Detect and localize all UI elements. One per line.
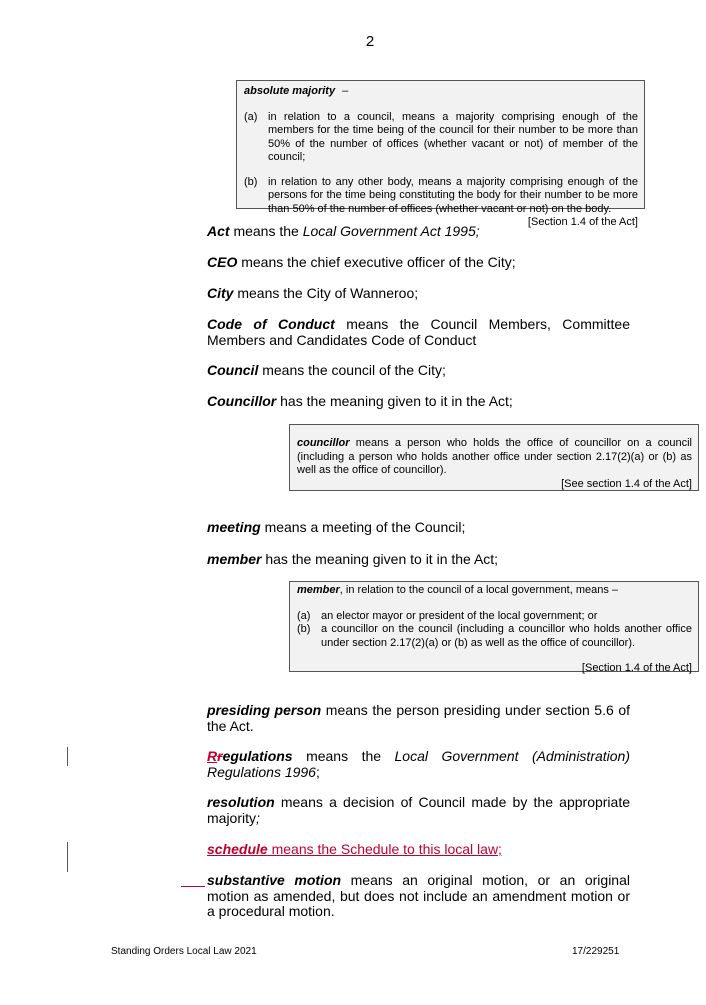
definition-text: means an original motion, or an original motion as amended, but does not include an amendment motion or a procedural motion. bbox=[207, 872, 630, 919]
definition-text: means the chief executive officer of the City; bbox=[237, 254, 516, 270]
definition-substantive-motion bbox=[207, 873, 630, 920]
change-marker bbox=[181, 886, 205, 887]
definition-text: means the Schedule to this local law; bbox=[267, 841, 502, 857]
definition-text: means a meeting of the Council; bbox=[260, 519, 466, 535]
item-label: (b) bbox=[244, 175, 258, 188]
definition-member bbox=[207, 552, 630, 568]
term-council: Council bbox=[207, 362, 259, 378]
member-box-item-a bbox=[297, 610, 692, 624]
term-ceo: CEO bbox=[207, 254, 238, 270]
absolute-majority-reference: [Section 1.4 of the Act] bbox=[527, 216, 638, 228]
definition-regulations bbox=[207, 749, 630, 780]
definition-text: means the Council Members, Committee Members and Candidates Code of Conduct bbox=[207, 316, 630, 348]
member-box-term: member bbox=[297, 584, 340, 596]
footer-doc-number: 17/229251 bbox=[572, 946, 620, 957]
term-act: Act bbox=[207, 223, 230, 239]
absolute-majority-term: absolute majority bbox=[244, 85, 336, 97]
deleted-letter: r bbox=[217, 748, 223, 764]
term-member: member bbox=[207, 551, 262, 567]
member-box-item-b bbox=[297, 623, 692, 650]
definition-council bbox=[207, 363, 630, 379]
definition-code-of-conduct bbox=[207, 317, 630, 348]
councillor-box bbox=[289, 424, 699, 491]
definition-resolution bbox=[207, 795, 630, 826]
item-label: (a) bbox=[244, 110, 258, 123]
absolute-majority-box bbox=[236, 80, 645, 228]
definition-text: has the meaning given to it in the Act; bbox=[276, 393, 513, 409]
definition-text: means the bbox=[292, 748, 395, 764]
absolute-majority-item-b bbox=[244, 176, 638, 217]
definition-presiding-person bbox=[207, 703, 630, 734]
member-box-reference: [Section 1.4 of the Act] bbox=[581, 662, 692, 674]
definition-meeting bbox=[207, 520, 630, 536]
change-bar bbox=[67, 842, 68, 872]
definition-councillor bbox=[207, 394, 630, 410]
definition-schedule bbox=[207, 842, 630, 858]
item-text: in relation to a council, means a majority comprising enough of the members for the time being of the council for their number to be more than 50% of the number of offices (whether vacant or not) of member of the council; bbox=[268, 110, 638, 163]
term-councillor: Councillor bbox=[207, 393, 277, 409]
term-code-of-conduct: Code of Conduct bbox=[207, 316, 335, 332]
councillor-box-term: councillor bbox=[297, 437, 350, 449]
definition-text: means the person presiding under section 5.6 of the Act. bbox=[207, 702, 630, 734]
item-text: in relation to any other body, means a majority comprising enough of the persons for the time being constituting the body for their number to be more than 50% of the number of offices (whether vacant or not) on the body. bbox=[268, 175, 638, 215]
footer-title: Standing Orders Local Law 2021 bbox=[111, 946, 257, 957]
definition-end: ; bbox=[315, 763, 320, 780]
item-text: an elector mayor or president of the local government; or bbox=[321, 609, 598, 622]
term-schedule: schedule bbox=[207, 841, 268, 857]
absolute-majority-dash: – bbox=[342, 85, 349, 97]
regulations-title: Local Government (Administration) Regulations 1996 bbox=[207, 748, 631, 780]
definition-text: means the council of the City; bbox=[258, 362, 446, 378]
definition-act bbox=[207, 224, 630, 240]
item-text: a councillor on the council (including a councillor who holds another office under section 2.17(2)(a) or (b) as well as the office of councillor). bbox=[321, 623, 692, 649]
definition-text: has the meaning given to it in the Act; bbox=[261, 551, 499, 567]
term-presiding-person: presiding person bbox=[207, 702, 322, 718]
councillor-box-body: means a person who holds the office of councillor on a council (including a person who holds another office under section 2.17(2)(a) or (b) as well as the office of councillor). bbox=[297, 437, 692, 476]
item-label: (b) bbox=[297, 623, 311, 635]
definition-text: means a decision of Council made by the appropriate majority bbox=[207, 794, 630, 826]
change-bar bbox=[67, 747, 68, 766]
definition-end: ; bbox=[256, 809, 260, 826]
definition-ceo bbox=[207, 255, 630, 271]
member-box bbox=[289, 581, 699, 672]
term-city: City bbox=[207, 285, 234, 301]
item-label: (a) bbox=[297, 609, 311, 622]
act-title: Local Government Act 1995; bbox=[302, 223, 480, 239]
term-resolution: resolution bbox=[207, 794, 275, 810]
member-box-body: , in relation to the council of a local government, means – bbox=[339, 584, 619, 596]
absolute-majority-heading bbox=[244, 85, 638, 99]
absolute-majority-item-a bbox=[244, 111, 638, 165]
councillor-box-reference: [See section 1.4 of the Act] bbox=[561, 477, 692, 490]
member-box-heading bbox=[297, 584, 692, 598]
term-substantive-motion: substantive motion bbox=[207, 872, 342, 888]
inserted-letter: R bbox=[207, 748, 218, 764]
term-meeting: meeting bbox=[207, 519, 261, 535]
definition-city bbox=[207, 286, 630, 302]
councillor-box-text bbox=[297, 437, 692, 478]
term-regulations: egulations bbox=[222, 748, 293, 764]
page-number: 2 bbox=[365, 33, 375, 50]
definition-text: means the City of Wanneroo; bbox=[233, 285, 419, 301]
definition-text: means the bbox=[229, 223, 303, 239]
